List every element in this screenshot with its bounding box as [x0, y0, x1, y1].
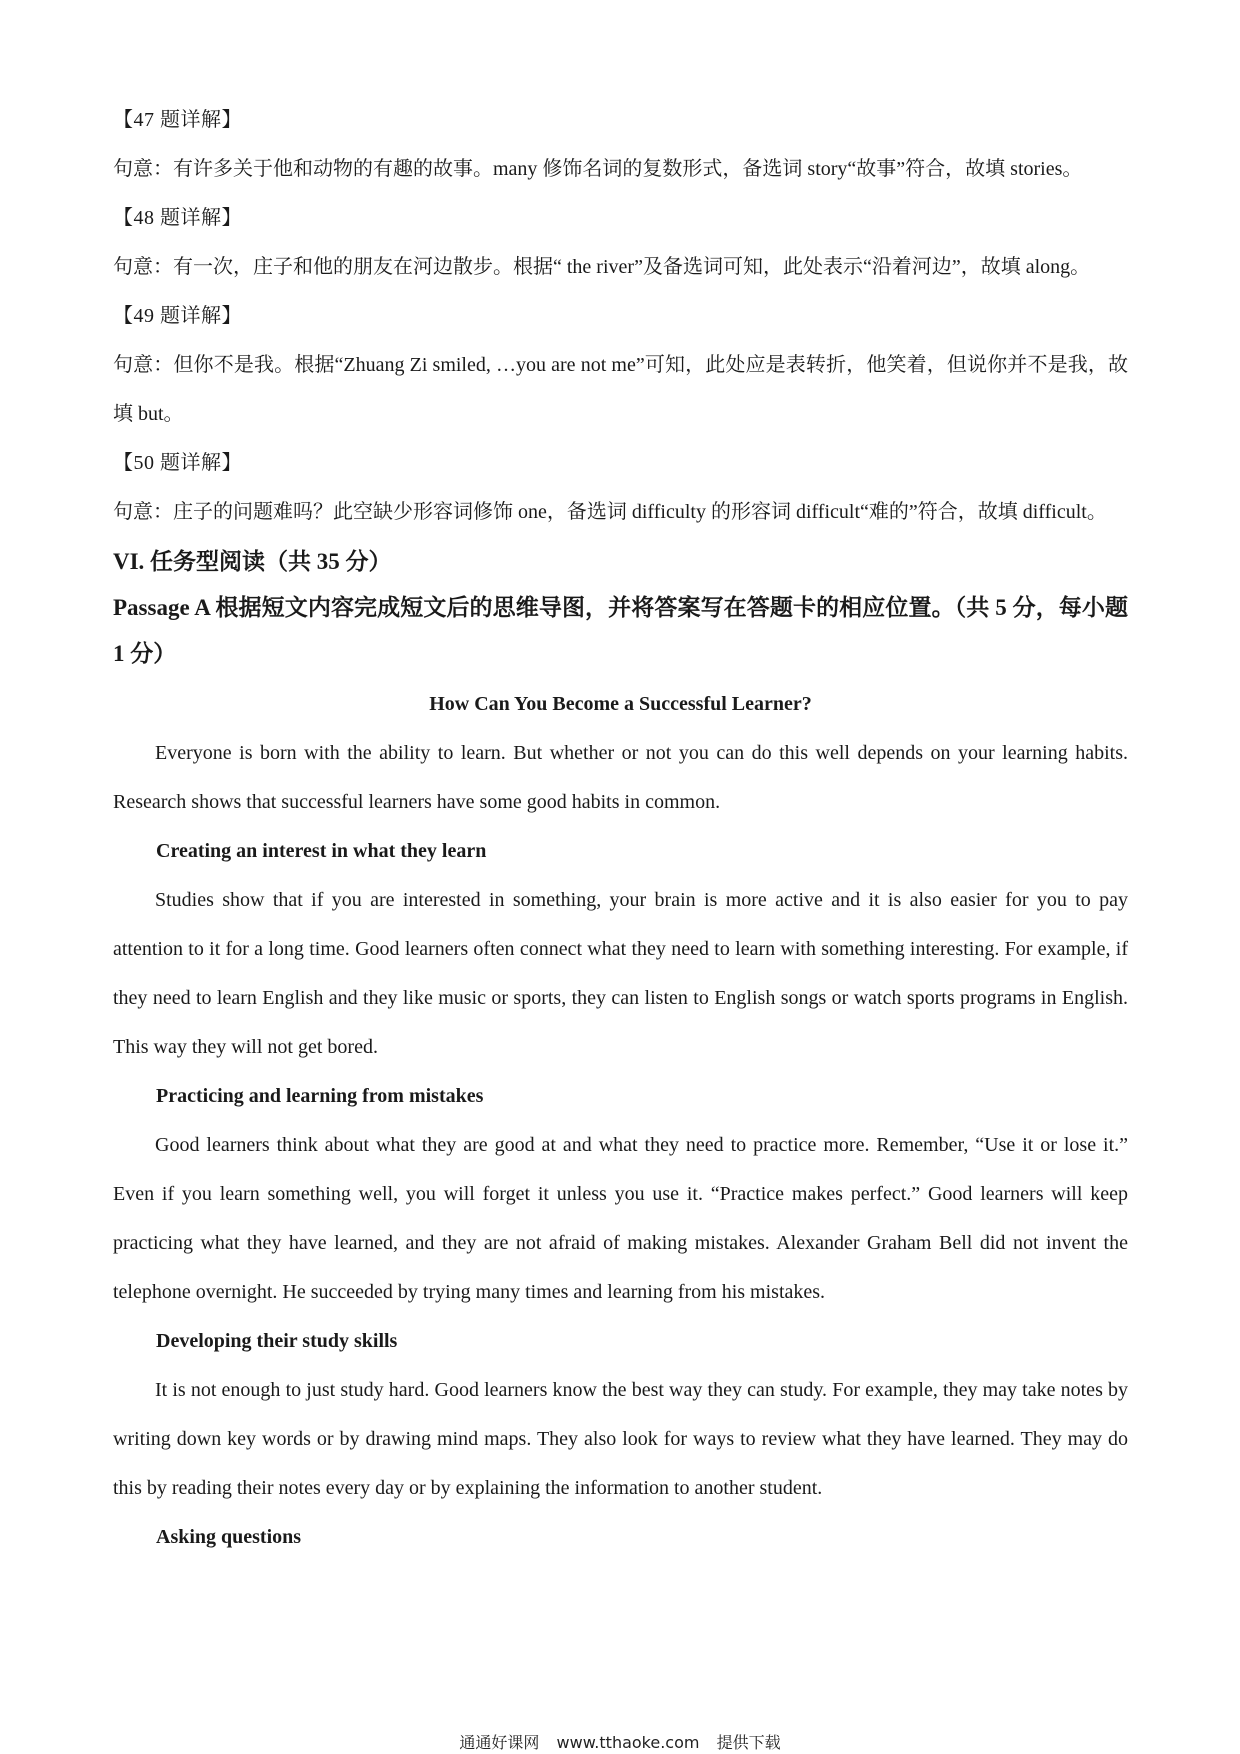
explanation-47 [113, 96, 1128, 194]
explanation-48 [113, 194, 1128, 292]
section-body: Good learners think about what they are good at and what they need to practice more. Remember, “Use it or lose it.” Even if you learn something well, you will forget it unless you use it. “Practice makes perfect.” Good learners will keep practicing what they have learned, and they are not afraid of making mistakes. Alexander Graham Bell did not invent the telephone overnight. He succeeded by trying many times and learning from his mistakes. [113, 1134, 1128, 1303]
explanation-50 [113, 439, 1128, 537]
explanation-heading: 【48 题详解】 [113, 207, 242, 229]
explanation-text: 句意：有许多关于他和动物的有趣的故事。many 修饰名词的复数形式，备选词 story“故事”符合，故填 stories。 [113, 158, 1083, 180]
section-heading: Asking questions [156, 1526, 302, 1548]
passage-instruction: Passage A 根据短文内容完成短文后的思维导图，并将答案写在答题卡的相应位置。（共 5 分，每小题 1 分） [113, 595, 1128, 666]
article-section-practicing [113, 1072, 1128, 1317]
article-title: How Can You Become a Successful Learner? [429, 693, 812, 715]
explanation-49 [113, 292, 1128, 439]
page-footer [0, 1730, 1240, 1753]
article-section-interest [113, 827, 1128, 1072]
explanation-heading: 【49 题详解】 [113, 305, 242, 327]
article-section-study-skills [113, 1317, 1128, 1513]
document-page [113, 96, 1128, 1562]
article-section-questions [113, 1513, 1128, 1562]
footer-site-name: 通通好课网 [459, 1733, 540, 1752]
explanation-heading: 【47 题详解】 [113, 109, 242, 131]
explanation-heading: 【50 题详解】 [113, 452, 242, 474]
article-intro: Everyone is born with the ability to learn. But whether or not you can do this well depends on your learning habits. Research shows that successful learners have some good habits in common. [113, 742, 1128, 813]
explanation-text: 句意：但你不是我。根据“Zhuang Zi smiled, …you are not me”可知，此处应是表转折，他笑着，但说你并不是我，故填 but。 [113, 354, 1128, 425]
section-heading: Developing their study skills [156, 1330, 398, 1352]
section-body: Studies show that if you are interested in something, your brain is more active and it is also easier for you to pay attention to it for a long time. Good learners often connect what they need to learn with something interesting. For example, if they need to learn English and they like music or sports, they can listen to English songs or watch sports programs in English. This way they will not get bored. [113, 889, 1128, 1058]
section-body: It is not enough to just study hard. Good learners know the best way they can study. For example, they may take notes by writing down key words or by drawing mind maps. They also look for ways to review what they have learned. They may do this by reading their notes every day or by explaining the information to another student. [113, 1379, 1128, 1499]
footer-note: 提供下载 [716, 1733, 781, 1752]
footer-url[interactable]: www.tthaoke.com [556, 1733, 700, 1752]
explanation-text: 句意：庄子的问题难吗？此空缺少形容词修饰 one，备选词 difficulty 的形容词 difficult“难的”符合，故填 difficult。 [113, 501, 1107, 523]
section-title: VI. 任务型阅读（共 35 分） [113, 549, 392, 574]
section-heading: Creating an interest in what they learn [156, 840, 487, 862]
section-heading: Practicing and learning from mistakes [156, 1085, 484, 1107]
explanation-text: 句意：有一次，庄子和他的朋友在河边散步。根据“ the river”及备选词可知，此处表示“沿着河边”，故填 along。 [113, 256, 1091, 278]
